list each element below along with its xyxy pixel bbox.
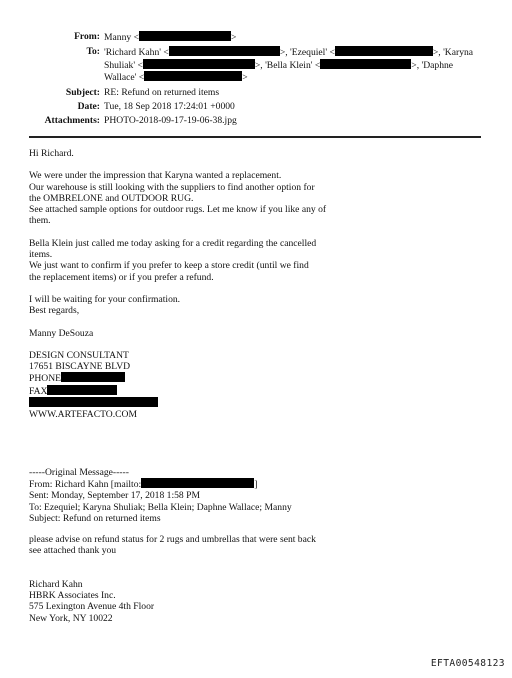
from-label: From: <box>74 31 100 42</box>
date-value: Tue, 18 Sep 2018 17:24:01 +0000 <box>104 100 235 112</box>
signature-title: DESIGN CONSULTANT <box>29 349 129 361</box>
to-label: To: <box>86 46 100 58</box>
original-subject: Subject: Refund on returned items <box>29 512 161 524</box>
redaction-block <box>29 397 158 407</box>
redaction-block <box>169 46 280 56</box>
subject-row <box>0 87 512 99</box>
redaction-block <box>144 71 242 81</box>
redaction-block <box>143 59 255 69</box>
original-sent: Sent: Monday, September 17, 2018 1:58 PM <box>29 490 200 502</box>
to-row: To: 'Richard Kahn' < >, 'Ezequiel' < >, 'Karyna Shuliak' < >, 'Bella Klein' < >, 'Daphne Wallace' < > <box>0 46 512 84</box>
original-to: To: Ezequiel; Karyna Shuliak; Bella Klein; Daphne Wallace; Manny <box>29 501 292 513</box>
signature-website: WWW.ARTEFACTO.COM <box>29 409 137 421</box>
attachment-filename: PHOTO-2018-09-17-19-06-38.jpg <box>104 114 237 126</box>
sender-name: Manny DeSouza <box>29 327 94 339</box>
header-divider <box>29 136 481 138</box>
original-sender-city: New York, NY 10022 <box>29 612 113 624</box>
from-name: Manny < <box>104 32 139 43</box>
original-sender-name: Richard Kahn <box>29 578 83 590</box>
date-row <box>0 101 512 113</box>
attachments-label: Attachments: <box>44 114 100 126</box>
signature-phone: PHONE <box>29 372 469 384</box>
from-row: From: Manny < > <box>0 31 512 44</box>
original-sender-address: 575 Lexington Avenue 4th Floor <box>29 601 155 613</box>
redaction-block <box>47 385 117 395</box>
original-from: From: Richard Kahn [mailto: ] <box>29 478 258 490</box>
original-sender-company: HBRK Associates Inc. <box>29 590 116 602</box>
email-body: Hi Richard. We were under the impression that Karyna wanted a replacement. Our warehouse is still looking with the suppliers to find another option for the OMBRELONE and OUTDOOR RUG. See attached sample options for outdoor rugs. Let me know if you like any of them. Bella Klein just called me today asking for a credit regarding the cancelled items. We just want to confirm if you prefer to keep a store credit (until we find the replacement items) or if you prefer a refund. I will be waiting for your confirmation. Best regards, Manny DeSouza DESIGN CONSULTANT 17651 BISCAYNE BLVD PHONE FAX WWW.ARTEFACTO.COM -----Original Message----- From: Richard Kahn [mailto: ] Sent: Monday, September 17, 2018 1:58 PM To: Ezequiel; Karyna Shuliak; Bella Klein; Daphne Wallace; Manny Subject: Refund on returned items please advise on refund status for 2 rugs and umbrellas that were sent back see attached thank you Richard Kahn HBRK Associates Inc. 575 Lexington Avenue 4th Floor New York, NY 10022 <box>29 148 469 624</box>
greeting: Hi Richard. <box>29 148 74 159</box>
signature-address: 17651 BISCAYNE BLVD <box>29 361 131 373</box>
attachments-row <box>0 115 512 127</box>
email-header <box>0 31 512 129</box>
redaction-block <box>335 46 433 56</box>
subject-value: RE: Refund on returned items <box>104 86 220 98</box>
date-label: Date: <box>77 100 100 112</box>
signature-fax: FAX <box>29 385 469 397</box>
subject-label: Subject: <box>65 86 100 98</box>
redaction-block <box>141 478 254 488</box>
redaction-block <box>61 372 125 382</box>
document-id: EFTA00548123 <box>430 658 505 669</box>
original-message-divider: -----Original Message----- <box>29 466 129 478</box>
redaction-block <box>139 31 231 41</box>
redaction-block <box>320 59 411 69</box>
